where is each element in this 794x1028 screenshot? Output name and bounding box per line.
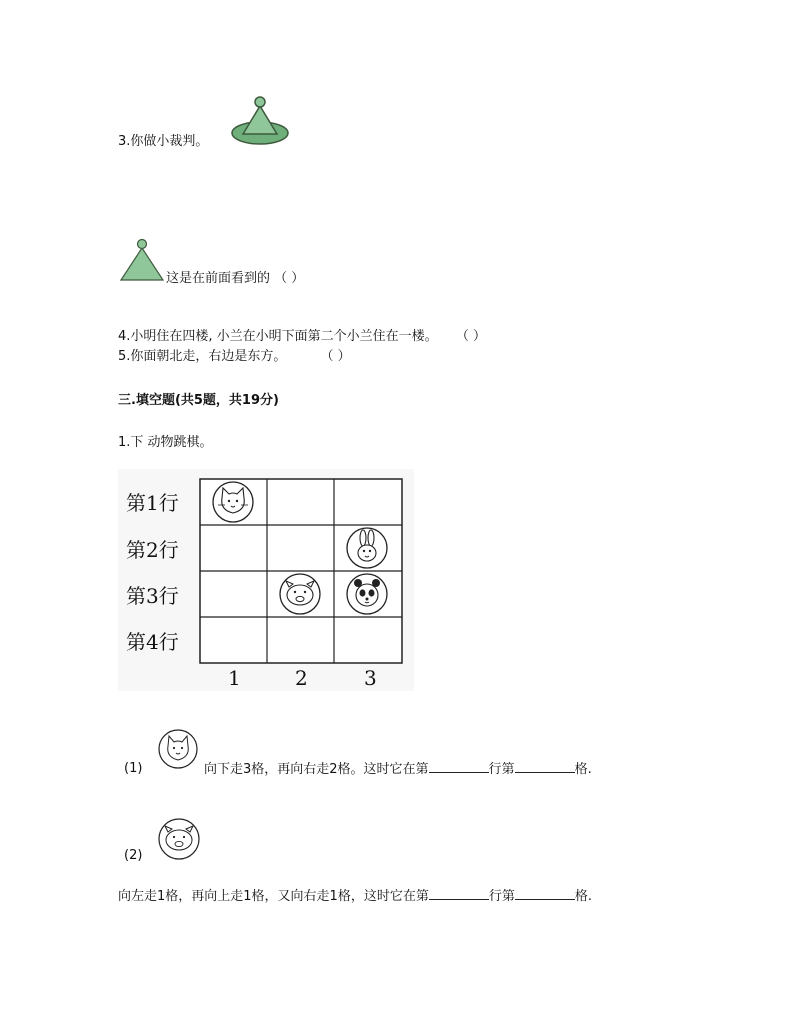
party-hat-top-view-icon (229, 92, 291, 150)
q3-label: 3.你做小裁判。 (118, 134, 209, 149)
party-hat-front-view-icon (119, 236, 167, 284)
fill-question-1-title: 1.下 动物跳棋。 (118, 435, 213, 450)
panda-icon[interactable] (347, 574, 387, 614)
q4-text: 4.小明住在四楼, 小兰在小明下面第二个小兰住在一楼。 (118, 329, 438, 344)
pig-icon[interactable] (280, 574, 320, 614)
sub1-question (204, 760, 592, 779)
sub2-text: 向左走1格，再向上走1格，又向右走1格，这时它在第 (118, 889, 429, 904)
q3-statement-text: 这是在前面看到的 (166, 271, 271, 286)
row-label-1: 第1行 (126, 491, 179, 515)
sub2-mid-text: 行第 (488, 889, 515, 904)
row-label-3: 第3行 (126, 584, 179, 608)
sub1-col-blank[interactable] (515, 760, 575, 773)
q3-statement (166, 270, 304, 288)
sub1-mid-text: 行第 (488, 762, 515, 777)
q5 (118, 348, 351, 366)
col-label-2: 2 (295, 666, 308, 690)
rabbit-icon[interactable] (347, 528, 387, 568)
animal-checker-board (118, 469, 414, 691)
sub1-end-text: 格. (574, 762, 592, 777)
sub1-row-blank[interactable] (429, 760, 489, 773)
q4-answer-paren[interactable]: （ ） (455, 329, 486, 344)
sub2-row-blank[interactable] (429, 887, 489, 900)
cat-icon[interactable] (213, 482, 253, 522)
sub1-number: (1) (124, 761, 143, 776)
q3-answer-paren[interactable]: （ ） (274, 271, 305, 286)
col-label-1: 1 (228, 666, 241, 690)
row-label-4: 第4行 (126, 630, 179, 654)
sub2-number: (2) (124, 848, 143, 863)
col-label-3: 3 (364, 666, 377, 690)
section-title: 三.填空题(共5题，共19分) (118, 393, 279, 408)
cat-icon (157, 727, 199, 773)
sub2-question (118, 887, 592, 906)
row-label-2: 第2行 (126, 538, 179, 562)
sub1-text: 向下走3格，再向右走2格。这时它在第 (204, 762, 429, 777)
sub2-end-text: 格. (574, 889, 592, 904)
q5-text: 5.你面朝北走，右边是东方。 (118, 349, 287, 364)
q4 (118, 328, 486, 346)
sub2-col-blank[interactable] (515, 887, 575, 900)
q5-answer-paren[interactable]: （ ） (320, 349, 351, 364)
pig-icon (157, 817, 201, 861)
